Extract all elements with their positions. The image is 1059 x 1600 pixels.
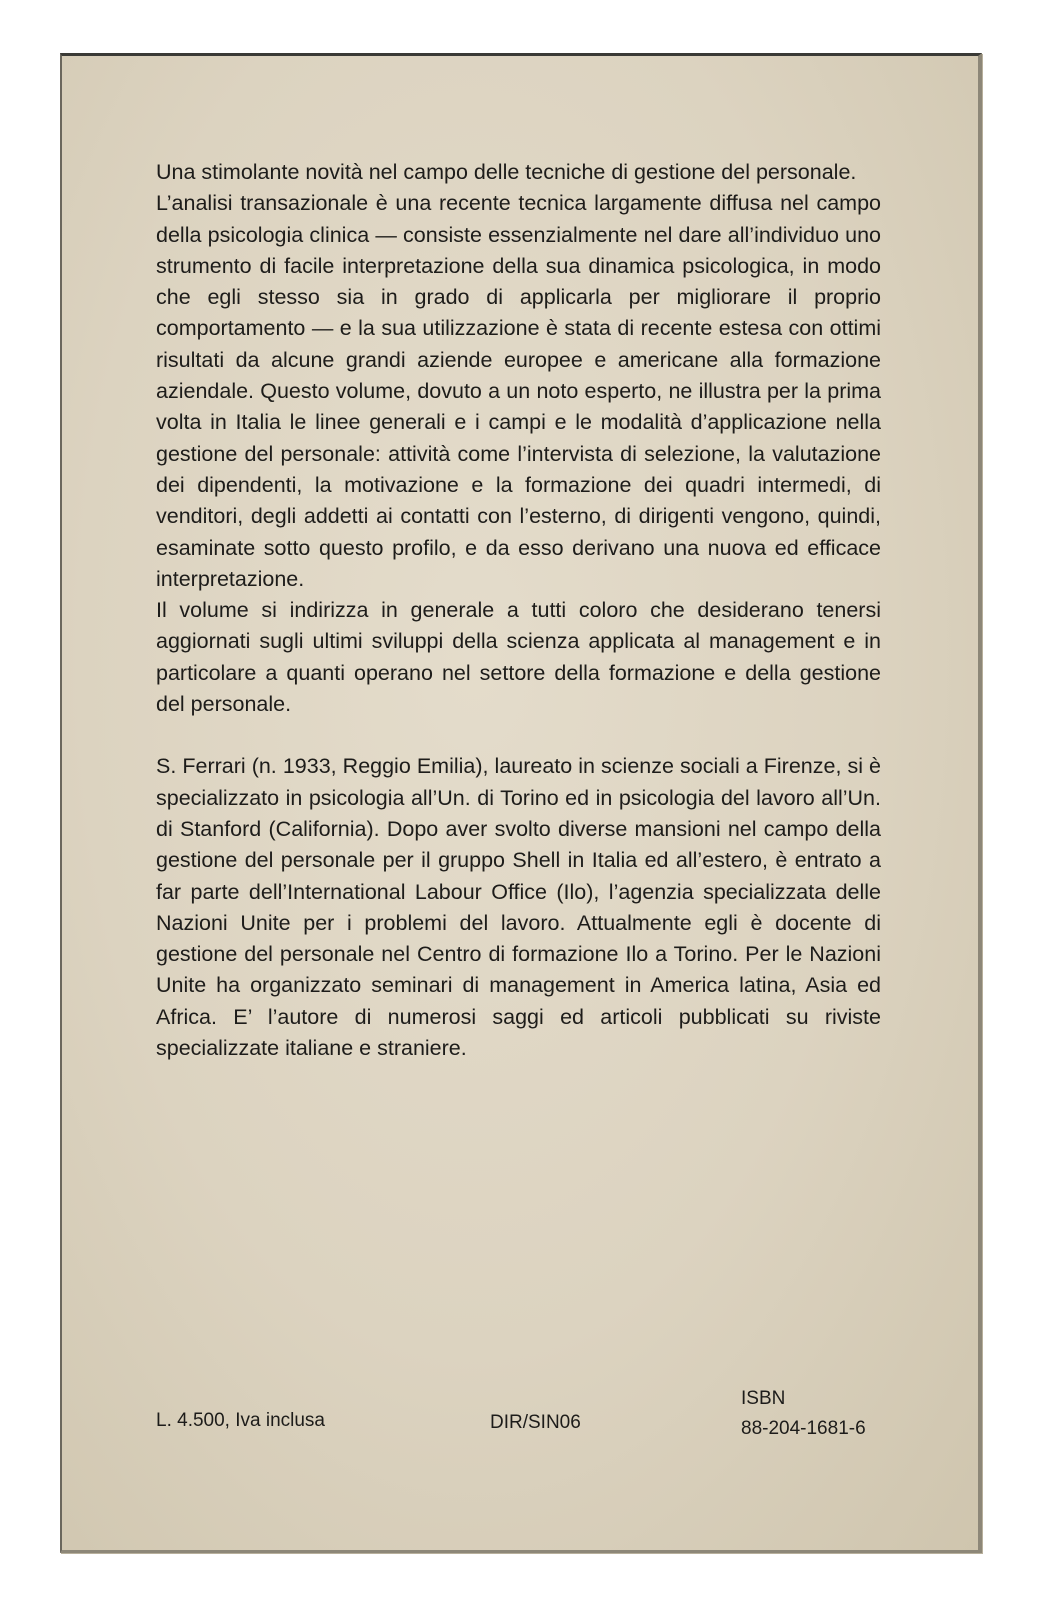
series-code: DIR/SIN06 (490, 1412, 581, 1433)
isbn-label: ISBN (741, 1388, 786, 1409)
back-cover-text (156, 157, 881, 1064)
blurb-audience: Il volume si indirizza in generale a tutti coloro che desiderano tenersi aggiornati sugli ultimi sviluppi della scienza applicata al management e in particolare a quanti operano nel settore della formazione e della gestione del personale. (156, 598, 881, 717)
blurb-description: L’analisi transazionale è una recente tecnica largamente diffusa nel campo della psicologia clinica — consiste essenzialmente nel dare all’individuo uno strumento di facile interpretazione della sua dinamica psicologica, in modo che egli stesso sia in grado di applicarla per migliorare il proprio comportamento — e la sua utilizzazione è stata di recente estesa con ottimi risultati da alcune grandi aziende europee e americane alla formazione aziendale. Questo volume, dovuto a un noto esperto, ne illustra per la prima volta in Italia le linee generali e i campi e le modalità d’applicazione nella gestione del personale: attività come l’intervista di selezione, la valutazione dei dipendenti, la motivazione e la formazione dei quadri intermedi, di venditori, degli addetti ai contatti con l’esterno, di dirigenti vengono, quindi, esaminate sotto questo profilo, e da esso derivano una nuova ed efficace interpretazione. (156, 191, 881, 591)
blurb-intro: Una stimolante novità nel campo delle tecniche di gestione del personale. (156, 160, 857, 184)
price-label: L. 4.500, Iva inclusa (156, 1410, 325, 1431)
isbn-number: 88-204-1681-6 (741, 1418, 866, 1439)
author-bio: S. Ferrari (n. 1933, Reggio Emilia), laureato in scienze sociali a Firenze, si è specializzato in psicologia all’Un. di Torino ed in psicologia del lavoro all’Un. di Stanford (California). Dopo aver svolto diverse mansioni nel campo della gestione del personale per il gruppo Shell in Italia ed all’estero, è entrato a far parte dell’International Labour Office (Ilo), l’agenzia specializzata delle Nazioni Unite per i problemi del lavoro. Attualmente egli è docente di gestione del personale nel Centro di formazione Ilo a Torino. Per le Nazioni Unite ha organizzato seminari di management in America latina, Asia ed Africa. E’ l’autore di numerosi saggi ed articoli pubblicati su riviste specializzate italiane e straniere. (156, 754, 881, 1061)
